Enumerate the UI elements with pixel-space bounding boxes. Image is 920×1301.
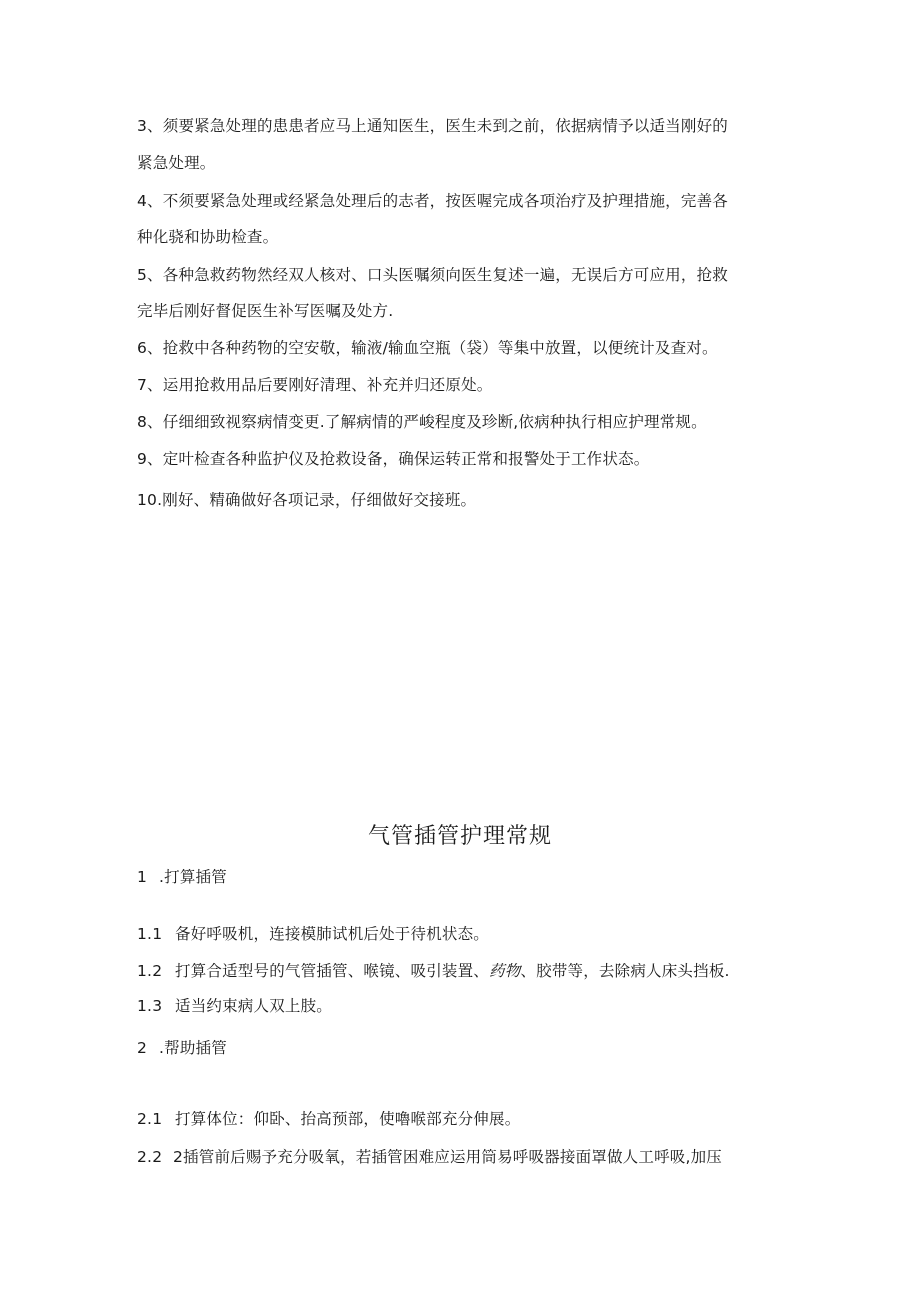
item-text-italic: 药物 <box>489 962 521 980</box>
list-item-9: 9、定叶检查各种监护仪及抢救设备，确保运转正常和报警处于工作状态。 <box>137 450 650 468</box>
list-item-10: 10.刚好、精确做好各项记录，仔细做好交接班。 <box>137 491 477 509</box>
item-number: 1.3 <box>137 997 163 1015</box>
item-2-2 <box>137 1147 722 1167</box>
item-text-b: 、胶带等，去除病人床头挡板. <box>520 962 730 980</box>
section-label: .打算插管 <box>159 868 227 886</box>
item-1-2 <box>137 961 730 981</box>
section-label: .帮助插管 <box>159 1039 227 1057</box>
item-number: 2.2 <box>137 1148 163 1166</box>
item-text-a: 打算合适型号的气管插管、喉镜、吸引装置、 <box>175 962 490 980</box>
item-number: 1.2 <box>137 962 163 980</box>
list-item-4-line2: 种化骁和协助检查。 <box>137 228 279 246</box>
item-number: 1.1 <box>137 925 163 943</box>
list-item-5-line2: 完毕后刚好督促医生补写医嘱及处方. <box>137 302 394 320</box>
item-text: 适当约束病人双上肢。 <box>175 997 333 1015</box>
item-text: 2插管前后赐予充分吸氧，若插管困难应运用筒易呼吸器接面罩做人工呼吸,加压 <box>173 1148 722 1166</box>
item-number: 2.1 <box>137 1110 163 1128</box>
list-item-3-line2: 紧急处理。 <box>137 154 216 172</box>
list-item-3-line1: 3、须要紧急处理的患患者应马上通知医生，医生未到之前，依据病情予以适当刚好的 <box>137 117 728 135</box>
section-heading-1 <box>137 867 227 887</box>
section-number: 1 <box>137 868 148 886</box>
item-1-3 <box>137 996 332 1016</box>
section-number: 2 <box>137 1039 148 1057</box>
section-title: 气管插管护理常规 <box>367 824 552 849</box>
section-heading-2 <box>137 1038 227 1058</box>
item-2-1 <box>137 1109 520 1129</box>
item-text: 备好呼吸机，连接模肺试机后处于待机状态。 <box>175 925 490 943</box>
item-text: 打算体位：仰卧、抬高预部，使嚕喉部充分伸展。 <box>175 1110 521 1128</box>
item-1-1 <box>137 924 489 944</box>
list-item-4-line1: 4、不须要紧急处理或经紧急处理后的志者，按医喔完成各项治疗及护理措施，完善各 <box>137 192 728 210</box>
list-item-8: 8、仔细细致视察病情变更.了解病情的严峻程度及珍断,依病种执行相应护理常规。 <box>137 413 707 431</box>
list-item-6: 6、抢救中各种药物的空安敬，输液/输血空瓶（袋）等集中放置，以便统计及查对。 <box>137 339 718 357</box>
list-item-7: 7、运用抢救用品后要刚好清理、补充并归还原处。 <box>137 376 493 394</box>
list-item-5-line1: 5、各种急救药物然经双人核对、口头医嘱须向医生复述一遍，无误后方可应用，抢救 <box>137 266 728 284</box>
